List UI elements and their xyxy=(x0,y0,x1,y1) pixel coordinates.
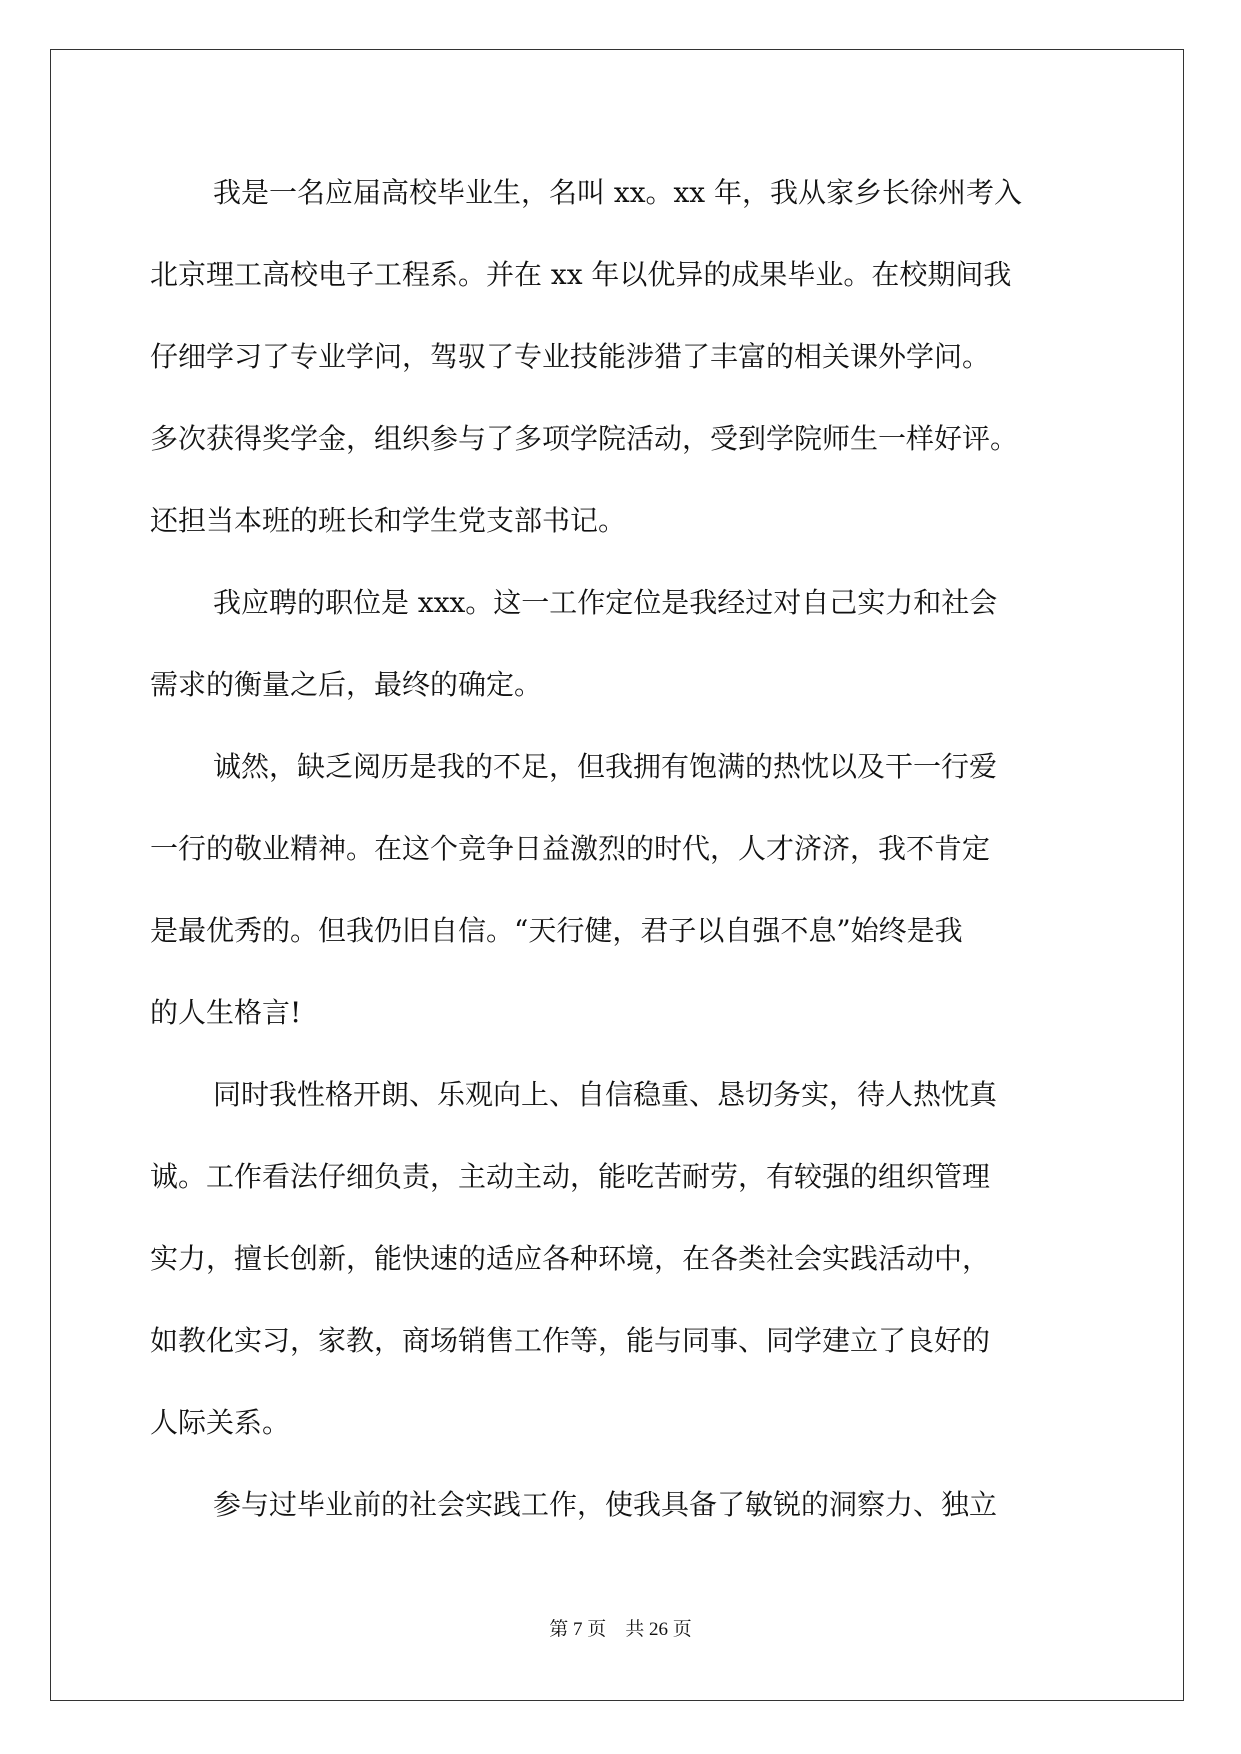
paragraph-line: 诚。工作看法仔细负责，主动主动，能吃苦耐劳，有较强的组织管理 xyxy=(150,1160,991,1193)
paragraph-line: 人际关系。 xyxy=(150,1406,291,1439)
paragraph-line: 如教化实习，家教，商场销售工作等，能与同事、同学建立了良好的 xyxy=(150,1324,991,1357)
paragraph-first-line: 我是一名应届高校毕业生，名叫 xx。xx 年，我从家乡长徐州考入 xyxy=(213,176,1022,209)
paragraph-first-line: 我应聘的职位是 xxx。这一工作定位是我经过对自己实力和社会 xyxy=(213,586,998,619)
paragraph-line: 需求的衡量之后，最终的确定。 xyxy=(150,668,543,701)
paragraph-line: 仔细学习了专业学问，驾驭了专业技能涉猎了丰富的相关课外学问。 xyxy=(150,340,991,373)
paragraph-first-line: 参与过毕业前的社会实践工作，使我具备了敏锐的洞察力、独立 xyxy=(213,1488,998,1521)
paragraph-line: 北京理工高校电子工程系。并在 xx 年以优异的成果毕业。在校期间我 xyxy=(150,258,1012,291)
paragraph-line: 实力，擅长创新，能快速的适应各种环境，在各类社会实践活动中， xyxy=(150,1242,991,1275)
paragraph-first-line: 诚然，缺乏阅历是我的不足，但我拥有饱满的热忱以及干一行爱 xyxy=(213,750,998,783)
paragraph-line: 的人生格言! xyxy=(150,996,302,1029)
paragraph-first-line: 同时我性格开朗、乐观向上、自信稳重、恳切务实，待人热忱真 xyxy=(213,1078,998,1111)
page-number-footer: 第 7 页 共 26 页 xyxy=(549,1619,692,1640)
paragraph-line: 一行的敬业精神。在这个竞争日益激烈的时代，人才济济，我不肯定 xyxy=(150,832,991,865)
document-body xyxy=(150,152,1090,1546)
paragraph-line: 多次获得奖学金，组织参与了多项学院活动，受到学院师生一样好评。 xyxy=(150,422,1019,455)
paragraph-line: 是最优秀的。但我仍旧自信。“天行健，君子以自强不息”始终是我 xyxy=(150,914,963,947)
paragraph-line: 还担当本班的班长和学生党支部书记。 xyxy=(150,504,627,537)
